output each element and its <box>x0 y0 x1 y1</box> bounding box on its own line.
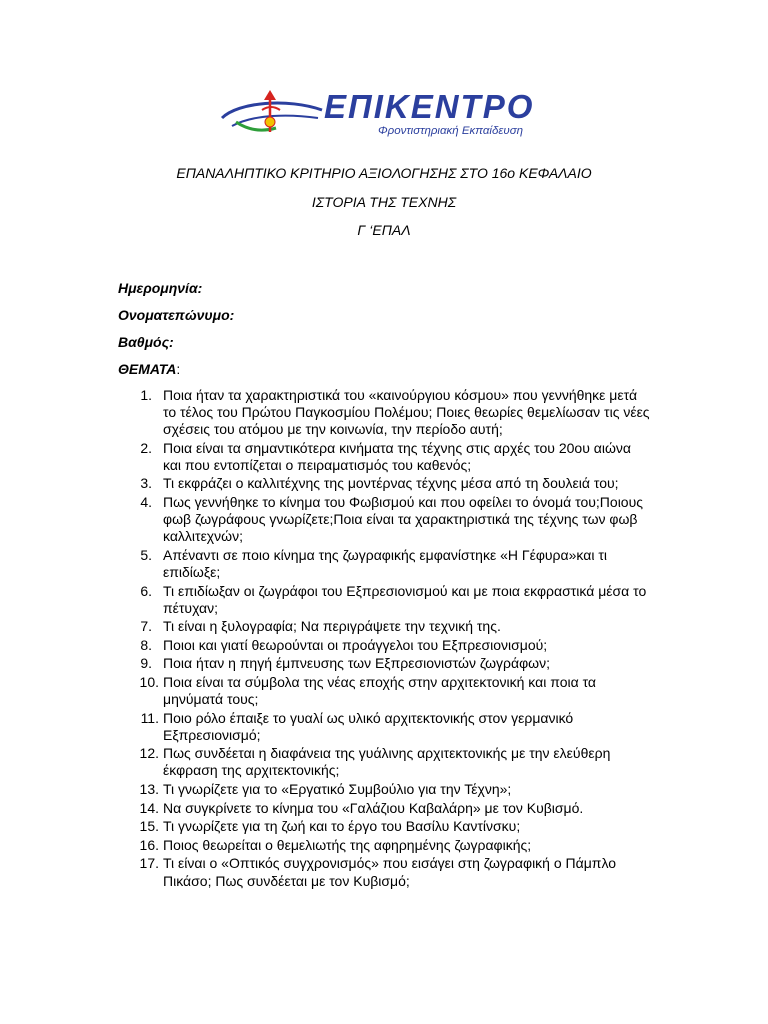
document-title: ΕΠΑΝΑΛΗΠΤΙΚΟ ΚΡΙΤΗΡΙΟ ΑΞΙΟΛΟΓΗΣΗΣ ΣΤΟ 16ο ΚΕΦΑΛΑΙΟ <box>176 165 592 181</box>
question-item <box>132 618 652 635</box>
question-text: Ποια ήταν η πηγή έμπνευσης των Εξπρεσιονιστών ζωγράφων; <box>163 655 551 672</box>
question-number: 14. <box>139 799 159 816</box>
question-item <box>132 674 652 708</box>
question-item <box>132 583 652 617</box>
question-text: Πως γεννήθηκε το κίνημα του Φωβισμού και που οφείλει το όνομά του;Ποιους φωβ ζωγράφους γνωρίζετε;Ποια είναι τα χαρακτηριστικά της τέχνης των φωβ καλλιτεχνών; <box>163 494 643 545</box>
document-subject: ΙΣΤΟΡΙΑ ΤΗΣ ΤΕΧΝΗΣ <box>311 194 457 210</box>
question-number: 6. <box>140 582 152 599</box>
question-text: Ποια είναι τα σημαντικότερα κινήματα της τέχνης στις αρχές του 20ου αιώνα και που εντοπίζεται ο πειραματισμός του καθενός; <box>163 439 631 473</box>
question-text: Ποιοι και γιατί θεωρούνται οι προάγγελοι του Εξπρεσιονισμού; <box>163 636 548 653</box>
question-item <box>132 781 652 798</box>
question-item <box>132 387 652 438</box>
question-text: Τι εκφράζει ο καλλιτέχνης της μοντέρνας τέχνης μέσα από τη δουλειά του; <box>163 475 619 492</box>
document-class: Γ ‘ΕΠΑΛ <box>357 222 411 238</box>
question-item <box>132 475 652 492</box>
name-field-label: Ονοματεπώνυμο: <box>118 307 235 323</box>
question-number: 12. <box>139 745 159 762</box>
question-text: Ποια ήταν τα χαρακτηριστικά του «καινούργιου κόσμου» που γεννήθηκε μετά το τέλος του Πρώτου Παγκοσμίου Πολέμου; Ποιες θεωρίες θεμελίωσαν τις νέες σχέσεις του ατόμου με την κοινωνία, την περίοδο αυτή; <box>163 387 650 438</box>
question-text: Τι επιδίωξαν οι ζωγράφοι του Εξπρεσιονισμού και με ποια εκφραστικά μέσα το πέτυχαν; <box>163 582 647 616</box>
question-item <box>132 494 652 545</box>
question-number: 7. <box>140 618 152 635</box>
questions-list <box>132 387 652 891</box>
question-text: Τι είναι ο «Οπτικός συγχρονισμός» που εισάγει στη ζωγραφική ο Πάμπλο Πικάσο; Πως συνδέεται με τον Κυβισμό; <box>163 855 617 889</box>
question-item <box>132 818 652 835</box>
date-field-label: Ημερομηνία: <box>118 280 203 296</box>
question-number: 3. <box>140 475 152 492</box>
question-text: Να συγκρίνετε το κίνημα του «Γαλάζιου Καβαλάρη» με τον Κυβισμό. <box>163 799 584 816</box>
question-item <box>132 440 652 474</box>
question-item <box>132 837 652 854</box>
question-text: Ποιος θεωρείται ο θεμελιωτής της αφηρημένης ζωγραφικής; <box>163 836 532 853</box>
question-number: 15. <box>139 818 159 835</box>
topics-heading-text: ΘΕΜΑΤΑ <box>118 361 177 377</box>
grade-field-label: Βαθμός: <box>118 334 174 350</box>
question-item <box>132 800 652 817</box>
question-number: 5. <box>140 546 152 563</box>
question-text: Τι είναι η ξυλογραφία; Να περιγράψετε την τεχνική της. <box>163 618 501 635</box>
question-text: Ποια είναι τα σύμβολα της νέας εποχής στην αρχιτεκτονική και ποια τα μηνύματά τους; <box>163 674 596 708</box>
question-item <box>132 855 652 889</box>
topics-heading <box>118 360 180 378</box>
question-number: 11. <box>140 709 159 726</box>
question-item <box>132 745 652 779</box>
question-text: Ποιο ρόλο έπαιξε το γυαλί ως υλικό αρχιτεκτονικής στον γερμανικό Εξπρεσιονισμό; <box>163 709 574 743</box>
question-text: Απέναντι σε ποιο κίνημα της ζωγραφικής εμφανίστηκε «Η Γέφυρα»και τι επιδίωξε; <box>163 546 607 580</box>
topics-heading-colon: : <box>176 361 181 377</box>
question-number: 9. <box>140 655 152 672</box>
question-number: 17. <box>139 855 159 872</box>
question-number: 16. <box>139 836 159 853</box>
question-text: Τι γνωρίζετε για τη ζωή και το έργο του Βασίλυ Καντίνσκυ; <box>163 818 521 835</box>
question-number: 2. <box>140 439 152 456</box>
question-number: 8. <box>140 636 152 653</box>
question-number: 10. <box>139 674 159 690</box>
logo <box>218 88 580 140</box>
question-number: 4. <box>140 494 152 511</box>
logo-subtitle: Φροντιστηριακή Εκπαίδευση <box>378 125 524 137</box>
logo-wordmark: ΕΠΙΚΕΝΤΡΟ <box>324 88 535 125</box>
question-number: 1. <box>140 387 152 403</box>
question-number: 13. <box>139 781 159 798</box>
question-item <box>132 710 652 744</box>
question-text: Τι γνωρίζετε για το «Εργατικό Συμβούλιο για την Τέχνη»; <box>163 781 512 798</box>
logo-emblem-icon <box>218 88 328 140</box>
question-item <box>132 637 652 654</box>
question-text: Πως συνδέεται η διαφάνεια της γυάλινης αρχιτεκτονικής με την ελεύθερη έκφραση της αρχιτεκτονικής; <box>163 745 611 779</box>
question-item <box>132 547 652 581</box>
question-item <box>132 655 652 672</box>
